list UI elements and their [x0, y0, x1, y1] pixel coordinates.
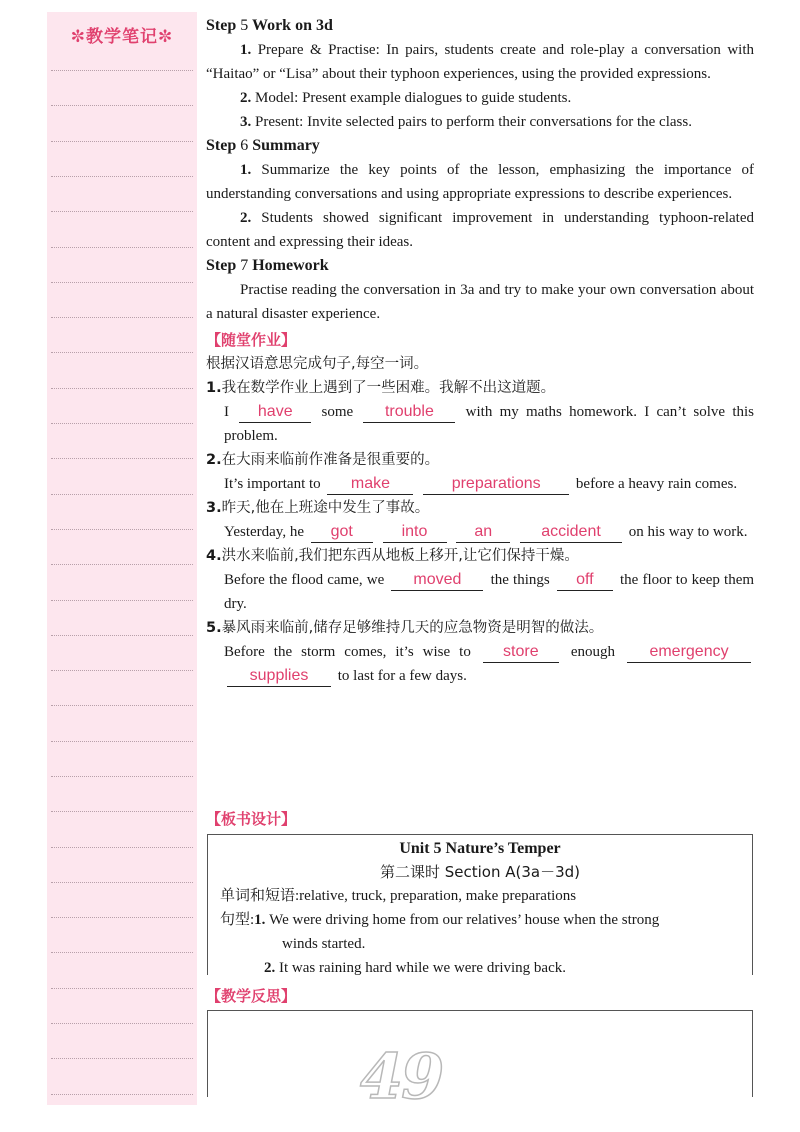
homework-instruction: 根据汉语意思完成句子,每空一词。: [206, 356, 429, 372]
note-line: [51, 811, 193, 812]
answer-blank: supplies: [227, 666, 331, 687]
note-line: [51, 1023, 193, 1024]
question-5: 5.暴风雨来临前,储存足够维持几天的应急物资是明智的做法。 Before the storm comes, it’s wise to store enough emergency supplies to last for a few days.: [206, 616, 754, 688]
board-title: Unit 5 Nature’s Temper: [399, 840, 561, 857]
question-1: 1.我在数学作业上遇到了一些困难。我解不出这道题。 I have some trouble with my maths homework. I can’t solve this problem.: [206, 380, 755, 444]
note-line: [51, 458, 193, 459]
note-line: [51, 1094, 193, 1095]
step5-heading: Step 5 Work on 3d: [206, 17, 333, 34]
note-line: [51, 1058, 193, 1059]
note-line: [51, 705, 193, 706]
note-line: [51, 600, 193, 601]
note-line: [51, 352, 193, 353]
reflection-box: [207, 1010, 753, 1097]
answer-blank: accident: [520, 522, 622, 543]
note-line: [51, 105, 193, 106]
note-line: [51, 282, 193, 283]
step5-item-2: 2. Model: Present example dialogues to guide students.: [240, 90, 572, 106]
note-line: [51, 988, 193, 989]
note-line: [51, 317, 193, 318]
step5-item-1: 1. Prepare & Practise: In pairs, students create and role-play a conversation with “Haitao” or “Lisa” about their typhoon experiences, using the provided expressions.: [206, 42, 754, 82]
note-line: [51, 388, 193, 389]
step5-item-3: 3. Present: Invite selected pairs to perform their conversations for the class.: [240, 114, 692, 130]
note-line: [51, 70, 193, 71]
answer-blank: moved: [391, 570, 483, 591]
step6-item-1: 1. Summarize the key points of the lesson, emphasizing the importance of understanding conversations and using appropriate expressions to describe experiences.: [206, 162, 754, 202]
answer-blank: got: [311, 522, 373, 543]
page-number: 49: [360, 1040, 443, 1113]
note-line: [51, 847, 193, 848]
board-design-box: [207, 834, 753, 975]
board-vocab: 单词和短语:relative, truck, preparation, make preparations: [220, 888, 577, 904]
answer-blank: preparations: [423, 474, 569, 495]
note-line: [51, 564, 193, 565]
question-2: 2.在大雨来临前作准备是很重要的。 It’s important to make preparations before a heavy rain comes.: [206, 448, 754, 496]
note-line: [51, 494, 193, 495]
note-line: [51, 741, 193, 742]
sidebar-title: ✼教学笔记✼: [70, 27, 174, 47]
answer-blank: an: [456, 522, 510, 543]
note-line: [51, 176, 193, 177]
step7-text: Practise reading the conversation in 3a and try to make your own conversation about a natural disaster experience.: [206, 282, 754, 322]
note-line: [51, 635, 193, 636]
answer-blank: emergency: [627, 642, 751, 663]
board-pattern-1: 句型:1. We were driving home from our relatives’ house when the strong: [220, 912, 660, 928]
answer-blank: off: [557, 570, 613, 591]
board-heading: 【板书设计】: [206, 810, 297, 828]
homework-heading: 【随堂作业】: [206, 331, 297, 349]
question-4: 4.洪水来临前,我们把东西从地板上移开,让它们保持干燥。 Before the flood came, we moved the things off the floor to keep them dry.: [206, 548, 755, 612]
main-content: [206, 14, 754, 688]
answer-blank: make: [327, 474, 413, 495]
note-line: [51, 423, 193, 424]
question-3: 3.昨天,他在上班途中发生了事故。 Yesterday, he got into an accident on his way to work.: [206, 496, 754, 544]
note-line: [51, 776, 193, 777]
board-pattern-2: 2. It was raining hard while we were driving back.: [264, 960, 566, 976]
note-line: [51, 882, 193, 883]
reflection-heading: 【教学反思】: [206, 987, 297, 1005]
notes-sidebar: [47, 12, 197, 1105]
note-line: [51, 141, 193, 142]
board-subtitle: 第二课时 Section A(3a－3d): [379, 863, 581, 881]
note-line: [51, 529, 193, 530]
answer-blank: into: [383, 522, 447, 543]
note-line: [51, 952, 193, 953]
answer-blank: have: [239, 402, 311, 423]
note-line: [51, 917, 193, 918]
note-line: [51, 247, 193, 248]
answer-blank: trouble: [363, 402, 455, 423]
step6-heading: Step 6 Summary: [206, 137, 320, 154]
board-pattern-1-cont: winds started.: [282, 936, 366, 952]
step7-heading: Step 7 Homework: [206, 257, 329, 274]
note-line: [51, 211, 193, 212]
note-line: [51, 670, 193, 671]
answer-blank: store: [483, 642, 559, 663]
step6-item-2: 2. Students showed significant improvement in understanding typhoon-related content and expressing their ideas.: [206, 210, 754, 250]
